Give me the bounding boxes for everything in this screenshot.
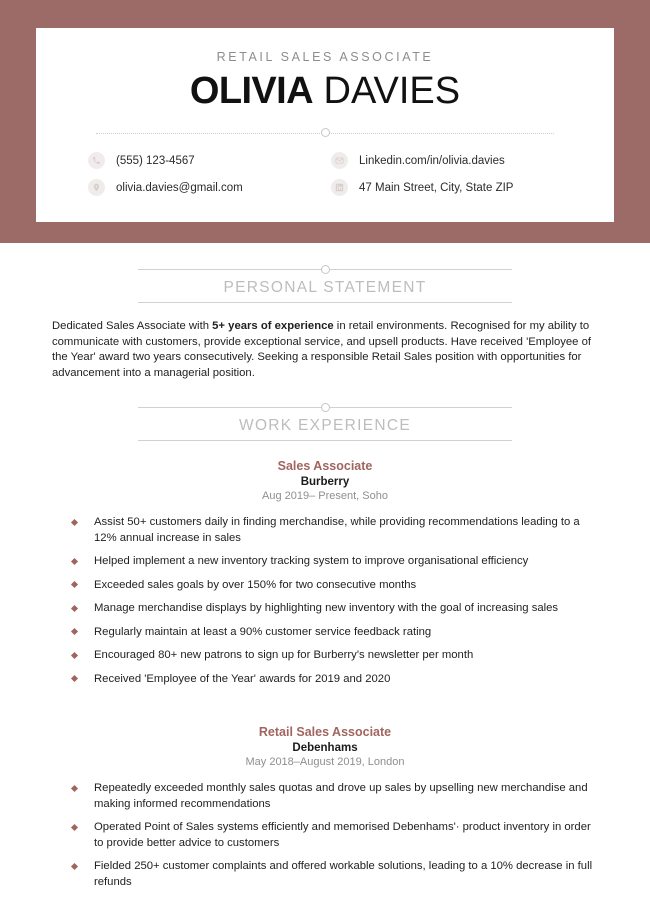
section-rule-bottom [138, 440, 512, 441]
contact-item-phone[interactable] [88, 152, 331, 169]
first-name: OLIVIA [189, 70, 313, 112]
bullet-text: Assist 50+ customers daily in finding merchandise, while providing recommendations leading to a 12% annual increase in sales [94, 516, 580, 544]
bullet-text: Operated Point of Sales systems efficiently and memorised Debenhams'· product inventory in order to provide better advice to customers [94, 821, 591, 849]
list-item [72, 554, 598, 570]
contact-item-email[interactable] [88, 179, 331, 196]
resume-body [0, 265, 650, 890]
personal-statement-heading-group [138, 265, 512, 303]
job-title: Retail Sales Associate [258, 725, 392, 739]
linkedin-icon [331, 179, 348, 196]
contact-value-email: olivia.davies@gmail.com [116, 181, 243, 194]
job-bullet-list [52, 515, 598, 687]
bullet-diamond-icon [71, 651, 78, 658]
bullet-text: Fielded 250+ customer complaints and offered workable solutions, leading to a 10% decrease in full refunds [94, 860, 593, 888]
section-title-personal-statement: PERSONAL STATEMENT [223, 279, 427, 296]
bullet-diamond-icon [71, 604, 78, 611]
bullet-diamond-icon [71, 823, 78, 830]
job-entry [52, 459, 598, 687]
job-dates: May 2018–August 2019, London [245, 756, 405, 768]
bullet-text: Manage merchandise displays by highlighting new inventory with the goal of increasing sales [94, 602, 559, 614]
list-item [72, 859, 598, 890]
bullet-diamond-icon [71, 862, 78, 869]
section-circle-ornament [321, 403, 330, 412]
list-item [72, 648, 598, 664]
section-circle-ornament [321, 265, 330, 274]
statement-part-1: Dedicated Sales Associate with [52, 320, 213, 332]
bullet-diamond-icon [71, 628, 78, 635]
bullet-text: Encouraged 80+ new patrons to sign up for Burberry's newsletter per month [94, 649, 474, 661]
section-rule-top [138, 403, 512, 412]
page-title [70, 68, 580, 114]
job-bullet-list [52, 781, 598, 890]
last-name: DAVIES [312, 70, 461, 112]
contact-item-address[interactable] [331, 179, 574, 196]
job-company: Burberry [300, 476, 350, 488]
bullet-diamond-icon [71, 557, 78, 564]
bullet-diamond-icon [71, 518, 78, 525]
section-personal-statement [52, 265, 598, 381]
work-experience-heading-group [138, 403, 512, 441]
job-title: Sales Associate [277, 459, 373, 473]
contact-value-phone: (555) 123-4567 [116, 154, 195, 167]
list-item [72, 515, 598, 546]
section-rule-top [138, 265, 512, 274]
bullet-text: Repeatedly exceeded monthly sales quotas and drove up sales by upselling new merchandise and making informed recommendations [94, 782, 588, 810]
statement-part-2: in retail environments. Recognised for my ability to communicate with customers, provide exceptional service, and upsell products. Have received 'Employee of the Year' award two years consecutively. Seeking a responsible Retail Sales position with opportunities for advancement into a managerial position. [52, 320, 592, 379]
list-item [72, 625, 598, 641]
header-divider [96, 128, 554, 138]
bullet-diamond-icon [71, 581, 78, 588]
section-rule-bottom [138, 302, 512, 303]
envelope-icon [331, 152, 348, 169]
contact-value-address: 47 Main Street, City, State ZIP [359, 181, 514, 194]
job-header [52, 459, 598, 502]
job-company: Debenhams [292, 742, 358, 754]
list-item [72, 578, 598, 594]
location-pin-icon [88, 179, 105, 196]
divider-circle-ornament [321, 128, 330, 137]
header-job-subtitle: RETAIL SALES ASSOCIATE [216, 50, 434, 64]
list-item [72, 672, 598, 688]
section-work-experience [52, 403, 598, 890]
section-title-work-experience: WORK EXPERIENCE [239, 417, 411, 434]
bullet-diamond-icon [71, 784, 78, 791]
bullet-text: Exceeded sales goals by over 150% for two consecutive months [94, 578, 417, 591]
bullet-text: Regularly maintain at least a 90% customer service feedback rating [94, 625, 432, 638]
header-band [0, 0, 650, 243]
job-header [52, 725, 598, 768]
bullet-text: Received 'Employee of the Year' awards for 2019 and 2020 [94, 672, 391, 685]
job-dates: Aug 2019– Present, Soho [262, 490, 388, 502]
job-entry [52, 725, 598, 890]
list-item [72, 781, 598, 812]
bullet-diamond-icon [71, 675, 78, 682]
list-item [72, 820, 598, 851]
contact-grid [70, 152, 580, 196]
statement-bold-phrase: 5+ years of experience [212, 320, 334, 332]
contact-value-linkedin-url: Linkedin.com/in/olivia.davies [359, 154, 505, 167]
phone-icon [88, 152, 105, 169]
header-card [36, 28, 614, 222]
contact-item-linkedin-url[interactable] [331, 152, 574, 169]
personal-statement-text [52, 319, 598, 381]
bullet-text: Helped implement a new inventory tracking system to improve organisational efficiency [94, 555, 529, 567]
list-item [72, 601, 598, 617]
job-spacer [52, 695, 598, 707]
